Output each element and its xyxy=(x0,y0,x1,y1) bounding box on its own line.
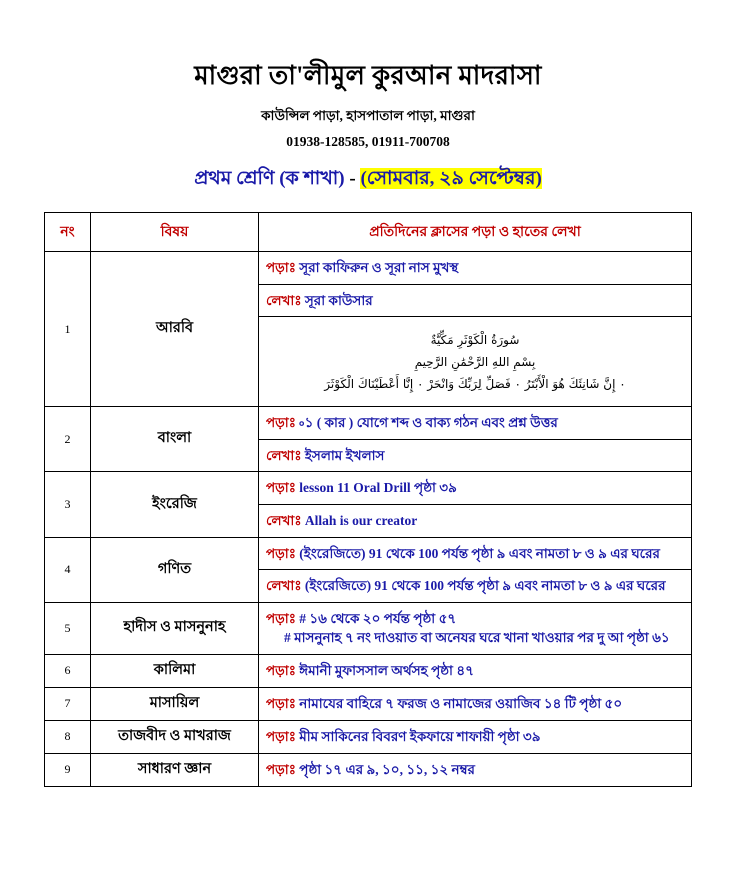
table-row xyxy=(45,537,692,570)
read-label: পড়াঃ xyxy=(266,415,296,431)
row-read-content xyxy=(259,472,692,505)
read-text: # ১৬ থেকে ২০ পর্যন্ত পৃষ্ঠা ৫৭ xyxy=(299,610,457,626)
row-read-content xyxy=(259,720,692,753)
row-number: 6 xyxy=(45,654,91,687)
row-subject: ইংরেজি xyxy=(91,472,259,537)
read-text: ঈমানী মুফাসসাল অর্থসহ পৃষ্ঠা ৪৭ xyxy=(299,663,474,679)
row-read-content xyxy=(259,252,692,285)
table-row xyxy=(45,472,692,505)
write-label: লেখাঃ xyxy=(266,447,302,463)
row-write-content xyxy=(259,505,692,538)
row-subject: বাংলা xyxy=(91,407,259,472)
row-write-content xyxy=(259,439,692,472)
write-text: (ইংরেজিতে) 91 থেকে 100 পর্যন্ত পৃষ্ঠা ৯ এবং নামতা ৮ ও ৯ এর ঘরের xyxy=(304,578,666,594)
row-subject: হাদীস ও মাসনুনাহ xyxy=(91,602,259,654)
table-row xyxy=(45,252,692,285)
table-row xyxy=(45,407,692,440)
read-label: পড়াঃ xyxy=(266,480,296,496)
row-subject: গণিত xyxy=(91,537,259,602)
read-text: নামাযের বাহিরে ৭ ফরজ ও নামাজের ওয়াজিব ১৪ টি পৃষ্ঠা ৫০ xyxy=(299,696,623,712)
arabic-surah-block xyxy=(266,323,684,400)
write-label: লেখাঃ xyxy=(266,578,302,594)
row-read-content xyxy=(259,407,692,440)
row-read-content xyxy=(259,687,692,720)
read-label: পড়াঃ xyxy=(266,663,296,679)
read-label: পড়াঃ xyxy=(266,729,296,745)
arabic-line-bismillah: بِسْمِ اللهِ الرَّحْمَٰنِ الرَّحِيمِ xyxy=(414,355,536,370)
row-subject: সাধারণ জ্ঞান xyxy=(91,753,259,786)
row-write-content xyxy=(259,284,692,317)
row-read-content xyxy=(259,537,692,570)
read-label: পড়াঃ xyxy=(266,762,296,778)
row-number: 1 xyxy=(45,252,91,407)
row-number: 9 xyxy=(45,753,91,786)
row-arabic-content xyxy=(259,317,692,407)
table-header-row xyxy=(45,213,692,252)
row-number: 8 xyxy=(45,720,91,753)
row-subject: আরবি xyxy=(91,252,259,407)
write-text: ইসলাম ইখলাস xyxy=(304,447,385,463)
read-label: পড়াঃ xyxy=(266,696,296,712)
table-row xyxy=(45,687,692,720)
row-number: 4 xyxy=(45,537,91,602)
row-subject: মাসায়িল xyxy=(91,687,259,720)
read-label: পড়াঃ xyxy=(266,260,296,276)
arabic-line-verses: ٠ إِنَّ شَانِئَكَ هُوَ الْأَبْتَرُ ٠ فَصَلِّ لِرَبِّكَ وَانْحَرْ ٠ إِنَّا أَعْطَيْنَاكَ الْكَوْثَرَ xyxy=(324,377,626,392)
row-write-content xyxy=(259,570,692,603)
row-read-content xyxy=(259,654,692,687)
write-label: লেখাঃ xyxy=(266,292,302,308)
row-number: 2 xyxy=(45,407,91,472)
row-number: 3 xyxy=(45,472,91,537)
routine-table xyxy=(44,212,692,787)
document-header xyxy=(44,60,692,208)
read-text: পৃষ্ঠা ১৭ এর ৯, ১০, ১১, ১২ নম্বর xyxy=(299,762,475,778)
write-label: লেখাঃ xyxy=(266,513,302,528)
read-text: (ইংরেজিতে) 91 থেকে 100 পর্যন্ত পৃষ্ঠা ৯ এবং নামতা ৮ ও ৯ এর ঘরের xyxy=(299,545,660,561)
row-read-content xyxy=(259,753,692,786)
column-header-subject: বিষয় xyxy=(91,213,259,252)
read-label: পড়াঃ xyxy=(266,610,296,626)
class-date: (সোমবার, ২৯ সেপ্টেম্বর) xyxy=(360,168,542,190)
row-read-content xyxy=(259,602,692,654)
read-text-extra: # মাসনুনাহ ৭ নং দাওয়াত বা অনেযর ঘরে খানা খাওয়ার পর দু আ পৃষ্ঠা ৬১ xyxy=(284,630,670,646)
read-text: lesson 11 Oral Drill পৃষ্ঠা ৩৯ xyxy=(299,480,457,496)
write-text: Allah is our creator xyxy=(304,513,418,528)
row-number: 7 xyxy=(45,687,91,720)
class-separator: - xyxy=(344,168,361,190)
row-number: 5 xyxy=(45,602,91,654)
table-row xyxy=(45,753,692,786)
read-text: মীম সাকিনের বিবরণ ইকফায়ে শাফায়ী পৃষ্ঠা ৩৯ xyxy=(299,729,541,745)
class-date-line xyxy=(194,164,542,196)
table-row xyxy=(45,654,692,687)
read-label: পড়াঃ xyxy=(266,545,296,561)
arabic-line-title: سُورَةُ الْكَوْثَرِ مَكِّيَّةٌ xyxy=(430,333,520,348)
read-text: ৹১ ( কার ) যোগে শব্দ ও বাক্য গঠন এবং প্রশ্ন উত্তর xyxy=(299,415,558,431)
class-name: প্রথম শ্রেণি (ক শাখা) xyxy=(194,168,345,190)
row-subject: কালিমা xyxy=(91,654,259,687)
school-name: মাগুরা তা'লীমুল কুরআন মাদরাসা xyxy=(194,61,542,90)
table-row xyxy=(45,720,692,753)
school-address: কাউন্সিল পাড়া, হাসপাতাল পাড়া, মাগুরা xyxy=(261,108,475,124)
read-text: সূরা কাফিরুন ও সূরা নাস মুখস্থ xyxy=(299,260,459,276)
table-row xyxy=(45,602,692,654)
column-header-no: নং xyxy=(45,213,91,252)
table-header xyxy=(45,213,692,252)
write-text: সূরা কাউসার xyxy=(304,292,373,308)
row-subject: তাজবীদ ও মাখরাজ xyxy=(91,720,259,753)
school-phones: 01938-128585, 01911-700708 xyxy=(286,134,450,150)
table-body xyxy=(45,252,692,787)
column-header-work: প্রতিদিনের ক্লাসের পড়া ও হাতের লেখা xyxy=(259,213,692,252)
